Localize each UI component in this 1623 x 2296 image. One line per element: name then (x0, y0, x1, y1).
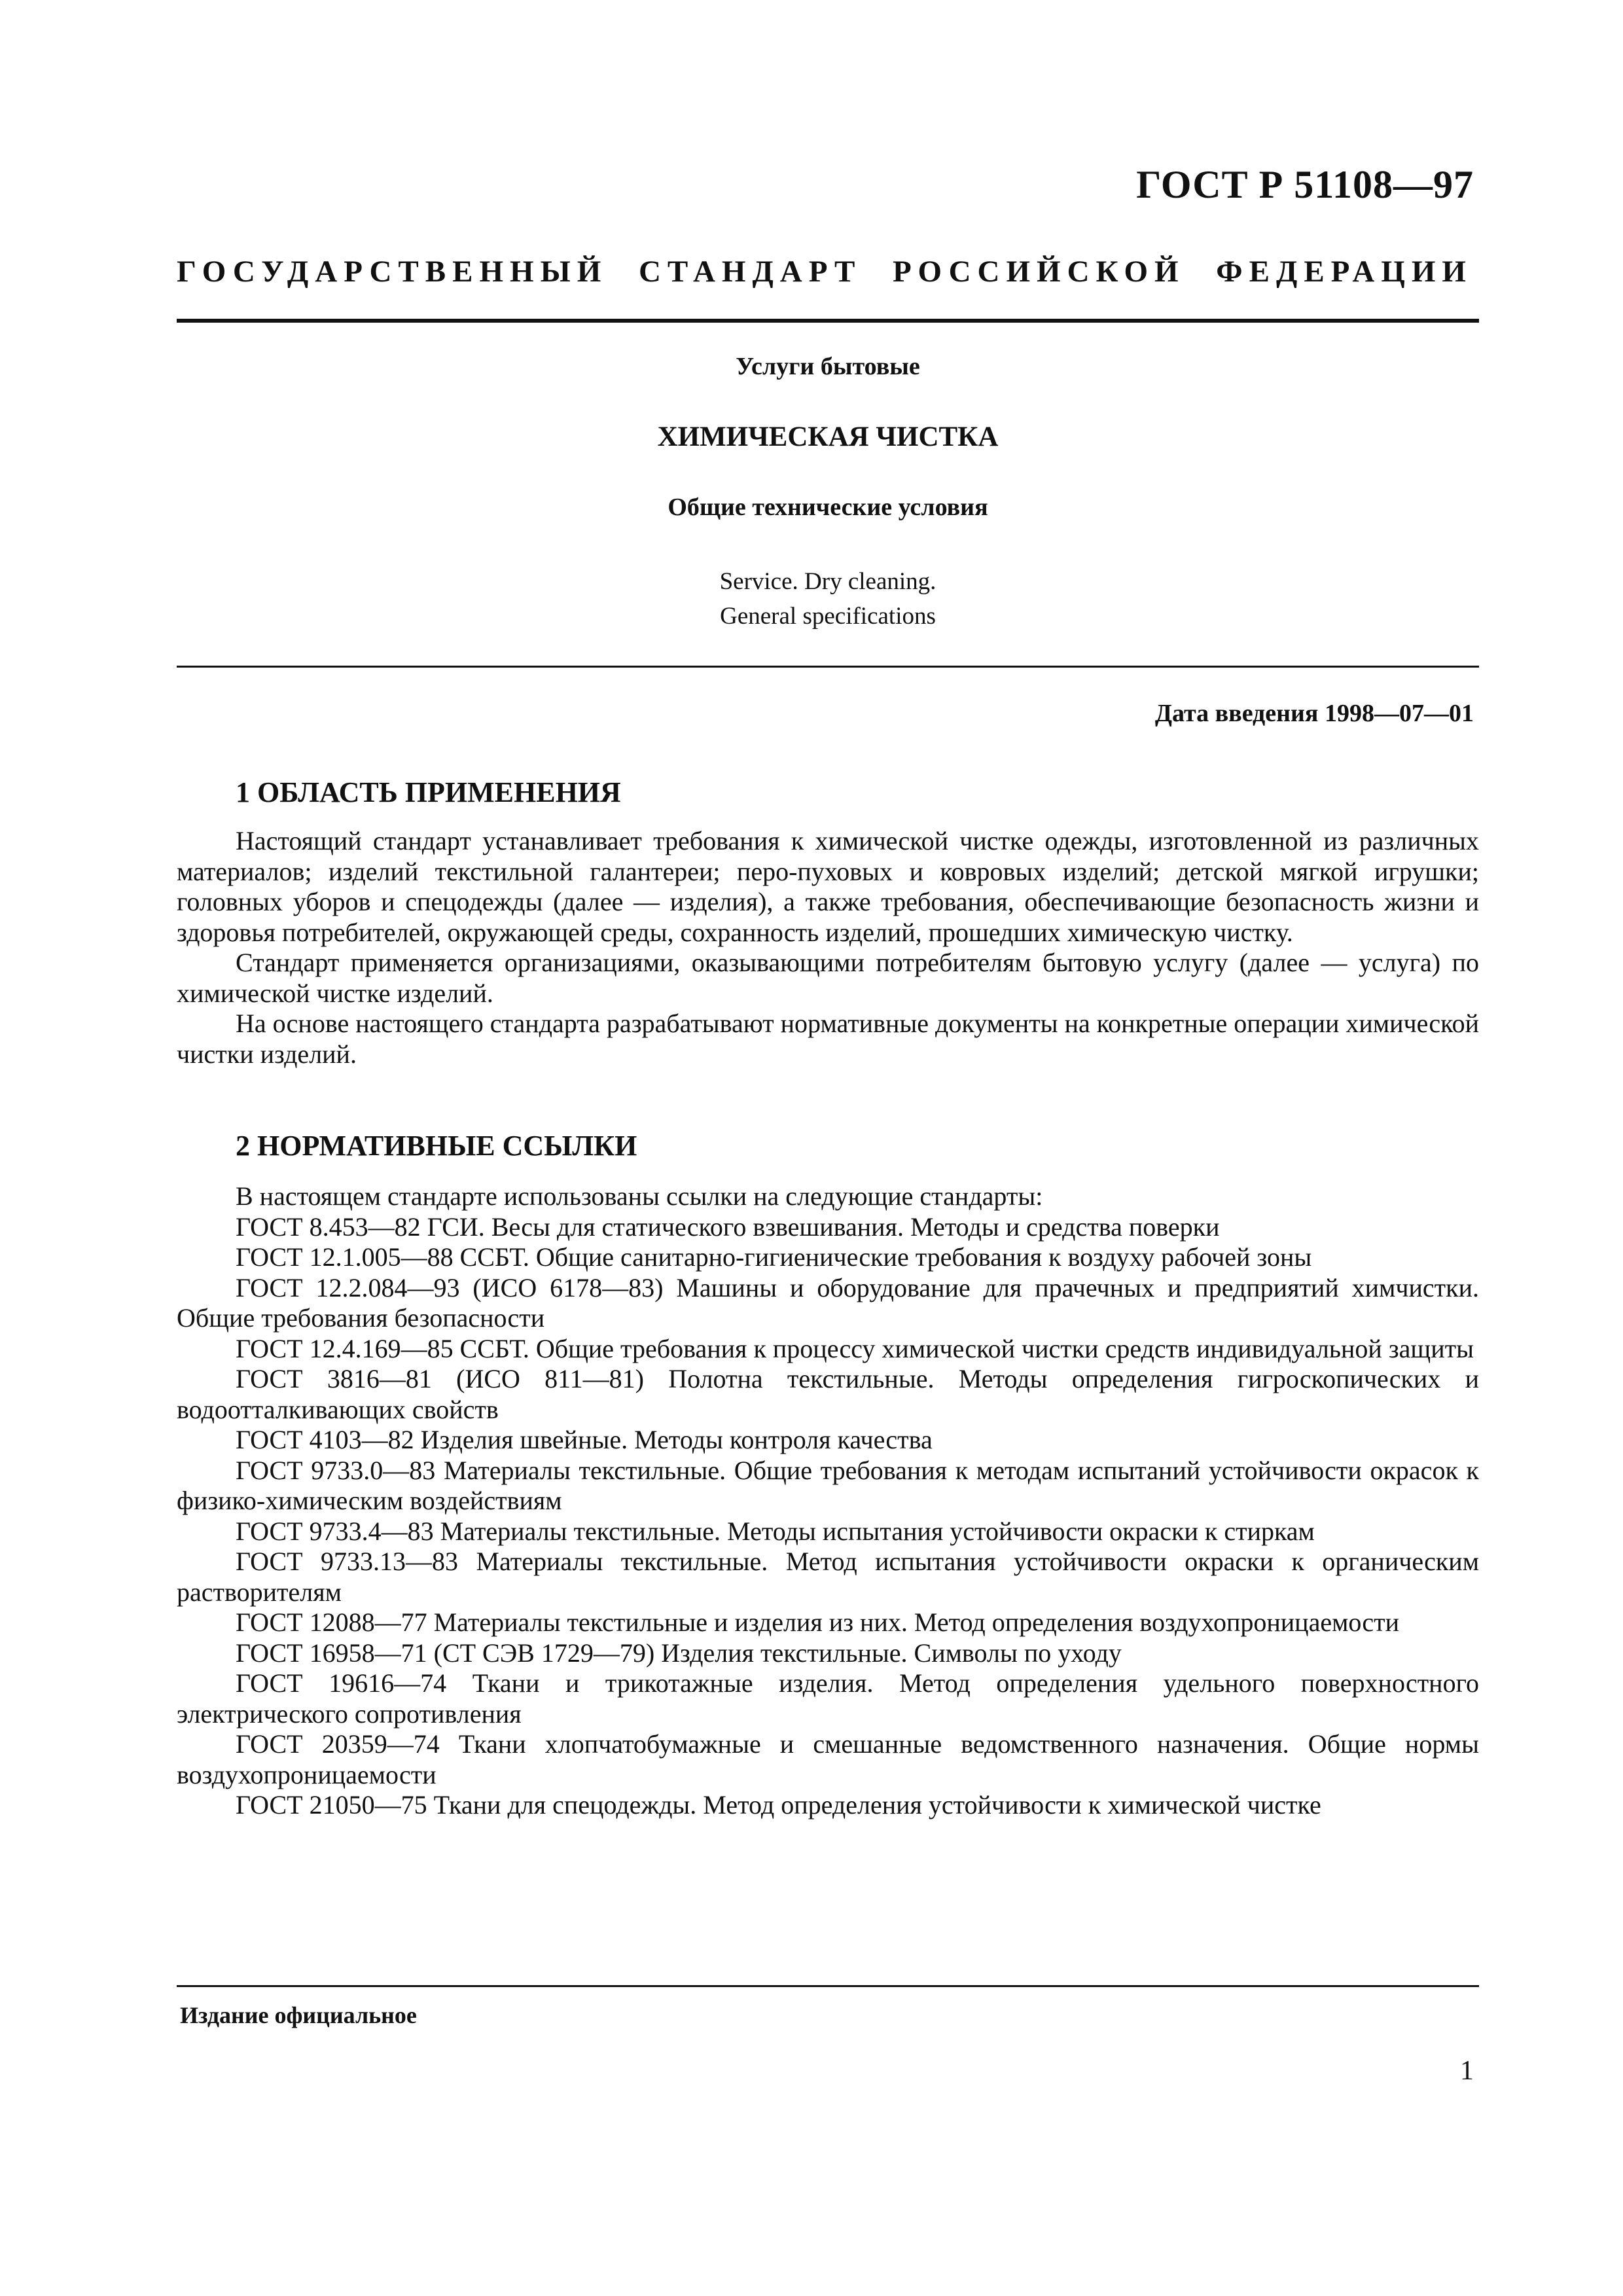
footer-rule (177, 1985, 1479, 1987)
reference-item: ГОСТ 9733.13—83 Материалы текстильные. Метод испытания устойчивости окраски к органическим растворителям (177, 1547, 1479, 1607)
official-edition-label: Издание официальное (180, 2002, 417, 2028)
reference-item: ГОСТ 12088—77 Материалы текстильные и изделия из них. Метод определения воздухопроницаемости (236, 1607, 1400, 1637)
reference-item: ГОСТ 12.1.005—88 ССБТ. Общие санитарно-гигиенические требования к воздуху рабочей зоны (236, 1242, 1312, 1272)
section-2-body (177, 1181, 1479, 1821)
reference-item: ГОСТ 8.453—82 ГСИ. Весы для статического взвешивания. Методы и средства поверки (236, 1211, 1220, 1242)
reference-item: ГОСТ 4103—82 Изделия швейные. Методы контроля качества (236, 1425, 933, 1454)
reference-item: ГОСТ 21050—75 Ткани для спецодежды. Метод определения устойчивости к химической чистке (236, 1790, 1321, 1820)
english-title-line-2: General specifications (720, 603, 936, 630)
paragraph: В настоящем стандарте использованы ссылки на следующие стандарты: (236, 1181, 1043, 1211)
reference-item: ГОСТ 9733.0—83 Материалы текстильные. Общие требования к методам испытаний устойчивости окрасок к физико-химическим воздействиям (177, 1455, 1479, 1515)
title-rule (177, 666, 1479, 668)
standard-subject: Услуги бытовые (736, 353, 920, 380)
reference-item: ГОСТ 12.4.169—85 ССБТ. Общие требования к процессу химической чистки средств индивидуальной защиты (236, 1333, 1474, 1363)
state-standard-heading: ГОСУДАРСТВЕННЫЙ СТАНДАРТ РОССИЙСКОЙ ФЕДЕРАЦИИ (177, 255, 1472, 289)
standard-subtitle: Общие технические условия (668, 493, 988, 521)
reference-item: ГОСТ 20359—74 Ткани хлопчатобумажные и смешанные ведомственного назначения. Общие нормы воздухопроницаемости (177, 1729, 1479, 1789)
paragraph: Стандарт применяется организациями, оказывающими потребителям бытовую услугу (далее — услуга) по химической чистке изделий. (177, 948, 1479, 1008)
paragraph: Настоящий стандарт устанавливает требования к химической чистке одежды, изготовленной из различных материалов; изделий текстильной галантереи; перо-пуховых и ковровых изделий; детской мягкой игрушки; головных уборов и спецодежды (далее — изделия), а также требования, обеспечивающие безопасность жизни и здоровья потребителей, окружающей среды, сохранность изделий, прошедших химическую чистку. (177, 826, 1479, 947)
standard-title: ХИМИЧЕСКАЯ ЧИСТКА (657, 422, 999, 452)
english-title (177, 564, 1479, 634)
reference-item: ГОСТ 9733.4—83 Материалы текстильные. Методы испытания устойчивости окраски к стиркам (236, 1516, 1315, 1546)
introduction-date: Дата введения 1998—07—01 (1154, 700, 1474, 727)
page-number: 1 (1460, 2056, 1474, 2086)
top-rule (177, 319, 1479, 323)
reference-item: ГОСТ 12.2.084—93 (ИСО 6178—83) Машины и оборудование для прачечных и предприятий химчистки. Общие требования безопасности (177, 1272, 1479, 1333)
reference-item: ГОСТ 16958—71 (СТ СЭВ 1729—79) Изделия текстильные. Символы по уходу (236, 1638, 1122, 1668)
reference-item: ГОСТ 19616—74 Ткани и трикотажные изделия. Метод определения удельного поверхностного электрического сопротивления (177, 1668, 1479, 1729)
document-number: ГОСТ Р 51108—97 (1136, 163, 1474, 206)
section-2-heading: 2 НОРМАТИВНЫЕ ССЫЛКИ (236, 1130, 637, 1162)
english-title-line-1: Service. Dry cleaning. (719, 568, 936, 595)
reference-item: ГОСТ 3816—81 (ИСО 811—81) Полотна текстильные. Методы определения гигроскопических и водоотталкивающих свойств (177, 1364, 1479, 1424)
section-1-body (177, 826, 1479, 1069)
paragraph: На основе настоящего стандарта разрабатывают нормативные документы на конкретные операции химической чистки изделий. (177, 1009, 1479, 1069)
section-1-heading: 1 ОБЛАСТЬ ПРИМЕНЕНИЯ (236, 776, 621, 808)
